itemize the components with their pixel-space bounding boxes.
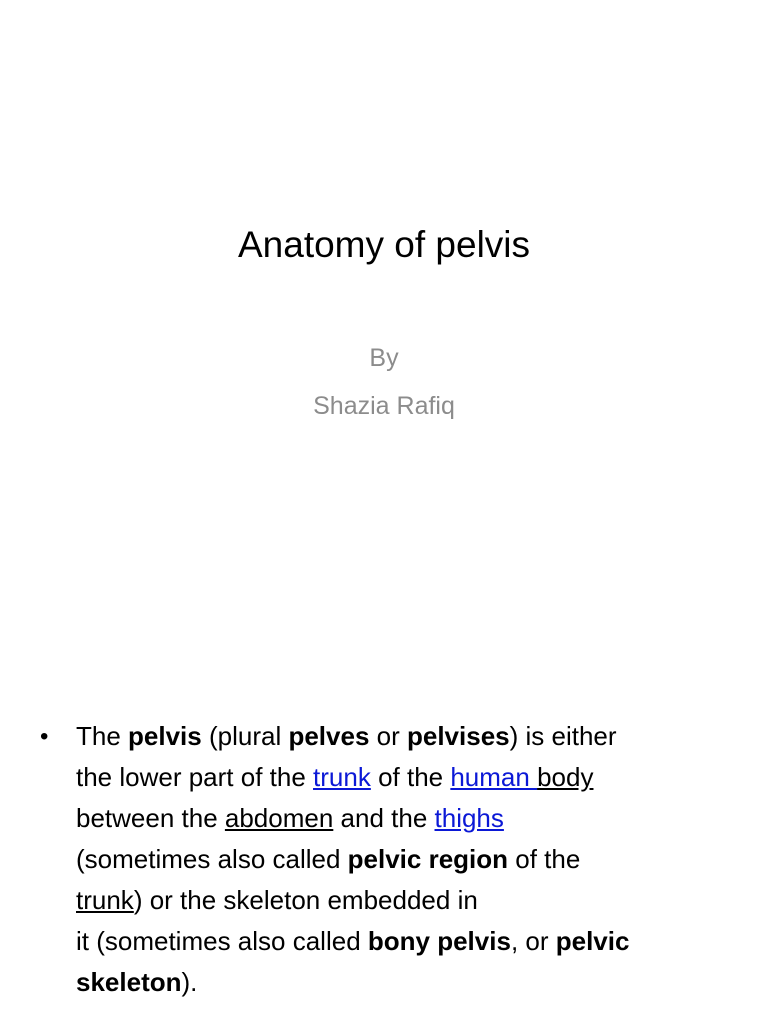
text-line-5 (76, 880, 726, 921)
text-run: ) is either (509, 721, 617, 751)
link-human[interactable]: human (450, 762, 538, 792)
bullet-text (76, 716, 726, 1003)
underlined-abdomen[interactable]: abdomen (224, 803, 334, 833)
bold-term-skeleton: skeleton (76, 967, 182, 997)
text-run: or (369, 721, 407, 751)
text-run: (plural (201, 721, 289, 751)
underlined-trunk[interactable]: trunk (76, 885, 134, 915)
subtitle-by: By (369, 344, 399, 372)
bold-term-pelvis: pelvis (128, 721, 202, 751)
link-trunk[interactable]: trunk (313, 762, 371, 792)
bullet-paragraph (40, 716, 740, 1003)
text-run: The (76, 721, 129, 751)
link-thighs[interactable]: thighs (434, 803, 504, 833)
text-run: of the (508, 844, 581, 874)
slide-title: Anatomy of pelvis (237, 224, 531, 265)
text-run: of the (370, 762, 451, 792)
bold-term-pelvic-region: pelvic region (347, 844, 509, 874)
text-run: it (sometimes also called (76, 926, 368, 956)
bold-term-pelvises: pelvises (406, 721, 510, 751)
text-run: ). (181, 967, 198, 997)
text-run: between the (76, 803, 225, 833)
text-line-7 (76, 962, 726, 1003)
text-run: , or (510, 926, 556, 956)
text-run: (sometimes also called (76, 844, 348, 874)
text-line-2 (76, 757, 726, 798)
text-line-6 (76, 921, 726, 962)
underlined-body[interactable]: body (537, 762, 594, 792)
text-line-1 (76, 716, 726, 757)
subtitle-author: Shazia Rafiq (313, 392, 455, 420)
bold-term-pelvic: pelvic (555, 926, 630, 956)
bold-term-pelves: pelves (288, 721, 370, 751)
text-run: ) or the skeleton embedded in (133, 885, 478, 915)
slide-subtitle (0, 334, 768, 430)
bullet-dot-icon: • (40, 723, 49, 750)
text-run: the lower part of the (76, 762, 314, 792)
text-line-3 (76, 798, 726, 839)
bold-term-bony-pelvis: bony pelvis (367, 926, 511, 956)
text-run: and the (333, 803, 435, 833)
text-line-4 (76, 839, 726, 880)
